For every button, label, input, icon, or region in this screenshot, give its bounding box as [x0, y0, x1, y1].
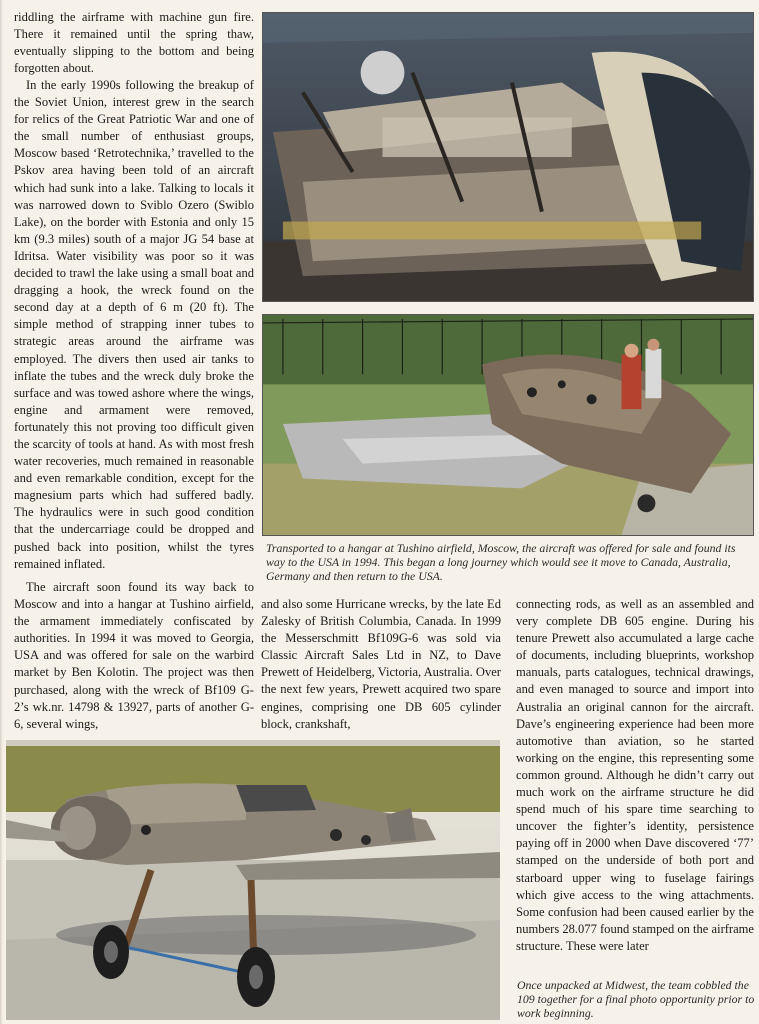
body-paragraph-5: connecting rods, as well as an assembled and very complete DB 605 engine. During his tenure Prewett also accumulated a large cache of documents, including blueprints, workshop manuals, parts catalogues, technical drawings, and even managed to source and import into Australia an original cannon for the aircraft. Dave’s engineering experience had been more automotive than aviation, so he started working on the engine, this representing some common ground. Although he didn’t carry out much work on the airframe structure he did spend much of his spare time searching to uncover the fighter’s identity, persistence paying off in 2000 when Dave discovered ‘77’ stamped on the underside of both port and starboard upper wing to fuselage fairings which give access to the wing attachments. Some confusion had been caused earlier by the numbers 28.077 found stamped on the airframe structure. These were later [516, 597, 754, 953]
engine-wreck-photo [262, 12, 754, 302]
page-gutter-shadow [0, 0, 3, 1024]
assembled-photo-caption: Once unpacked at Midwest, the team cobbled the 109 together for a final photo opportunity prior to work beginning. [517, 978, 755, 1021]
body-paragraph-4: and also some Hurricane wrecks, by the late Ed Zalesky of British Columbia, Canada. In 1999 the Messerschmitt Bf109G-6 was sold via Classic Aircraft Sales Ltd in NZ, to Dave Prewett of Heidelberg, Victoria, Australia. Over the next few years, Prewett acquired two spare engines, comprising one DB 605 cylinder block, crankshaft, [261, 597, 501, 731]
body-paragraph-2: In the early 1990s following the breakup of the Soviet Union, interest grew in the search for relics of the Great Patriotic War and one of the small number of enthusiast groups, Moscow based ‘Retrotechnika,’ travelled to the Pskov area having been told of an aircraft which had sunk into a lake. Talking to locals it was narrowed down to Sviblo Ozero (Swiblo Lake), on the border with Estonia and only 15 km (9.3 miles) south of a major JG 54 base at Idritsa. Water visibility was poor so it was decided to trawl the lake using a small boat and dragging a hook, the wreck found on the second day at a depth of 6 m (20 ft). The simple method of strapping inner tubes to strategic areas around the airframe was employed. The divers then used air tanks to inflate the tubes and the wreck duly broke the surface and was towed ashore where the wings, engine and armament were removed, fortunately this not proving too difficult given the scarcity of tools at hand. As with most fresh water recoveries, much remained in reasonable and even remarkable condition, except for the magnesium parts which had suffered badly. The hydraulics were in such good condition that the undercarriage could be dropped and pushed back into position, whilst the tyres remained inflated. [14, 78, 254, 571]
body-paragraph-3: The aircraft soon found its way back to Moscow and into a hangar at Tushino airfield, the armament immediately confiscated by authorities. In 1994 it was moved to Georgia, USA and was offered for sale on the warbird market by Ben Kolotin. The project was then purchased, along with the wreck of Bf109 G-2’s wk.nr. 14798 & 13927, parts of another G-6, several wings, [14, 580, 254, 731]
body-paragraph-1: riddling the airframe with machine gun fire. There it remained until the spring thaw, eventually slipping to the bottom and being forgotten about. [14, 10, 254, 76]
wreck-photo-caption: Transported to a hangar at Tushino airfield, Moscow, the aircraft was offered for sale and found its way to the USA in 1994. This began a long journey which would see it move to Canada, Australia, Germany and then return to the USA. [266, 541, 736, 584]
assembled-bf109-photo [6, 740, 500, 1020]
wreck-on-grass-photo [262, 314, 754, 536]
